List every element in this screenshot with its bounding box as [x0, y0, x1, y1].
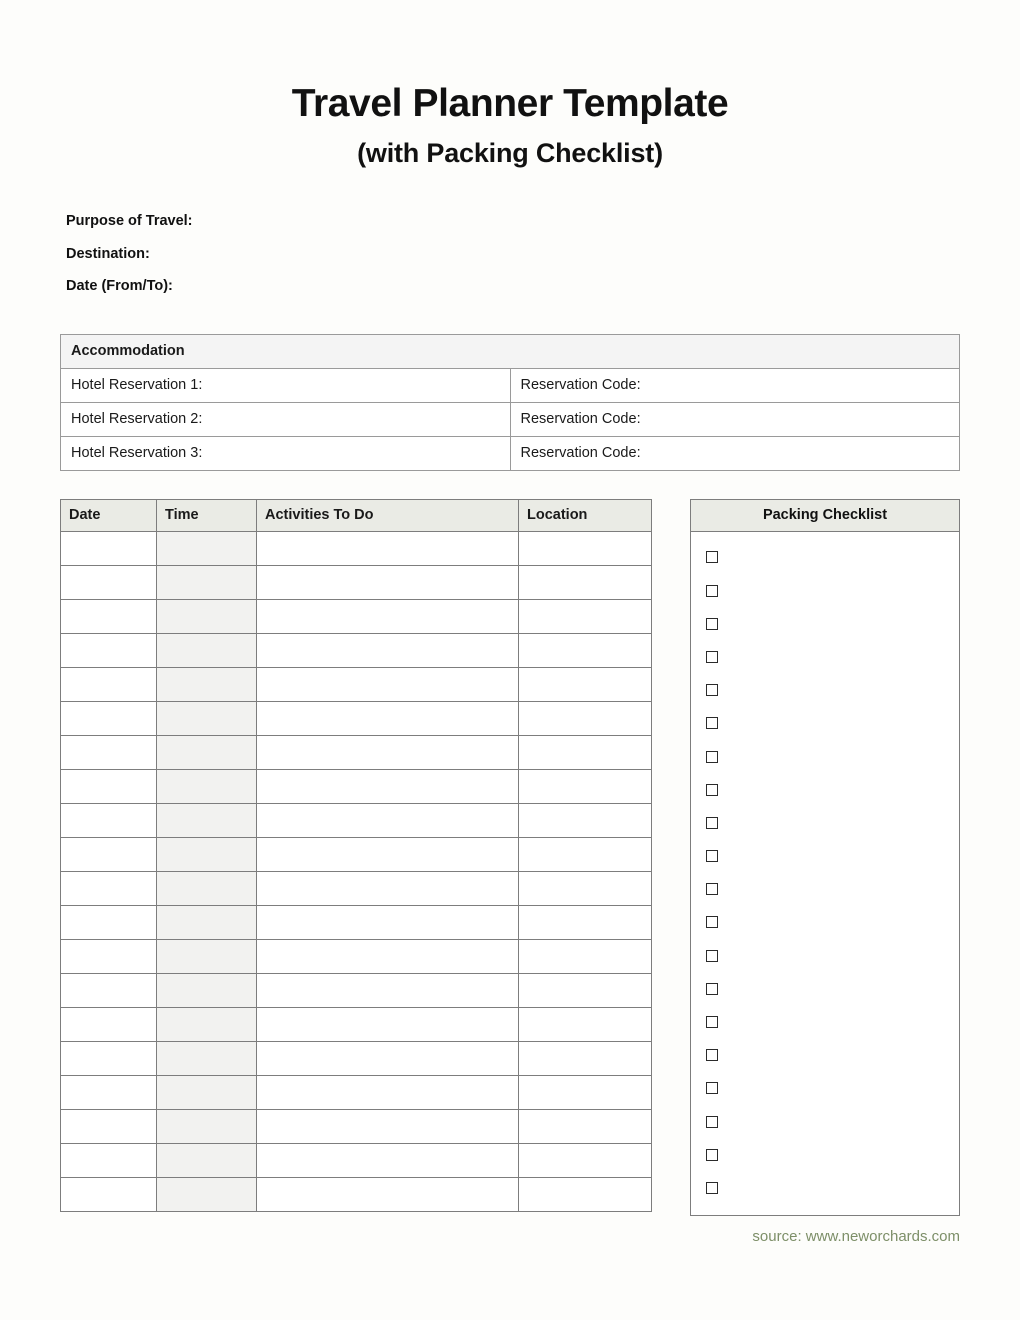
itinerary-cell-location[interactable] [519, 905, 652, 939]
itinerary-cell-activity[interactable] [257, 939, 519, 973]
itinerary-cell-date[interactable] [61, 599, 157, 633]
itinerary-cell-time[interactable] [157, 667, 257, 701]
list-item [691, 873, 959, 906]
itinerary-cell-location[interactable] [519, 1109, 652, 1143]
checkbox-icon[interactable] [706, 883, 718, 895]
list-item [691, 1105, 959, 1138]
checkbox-icon[interactable] [706, 983, 718, 995]
table-row [61, 565, 652, 599]
checkbox-icon[interactable] [706, 850, 718, 862]
itinerary-cell-activity[interactable] [257, 871, 519, 905]
itinerary-cell-time[interactable] [157, 871, 257, 905]
itinerary-cell-date[interactable] [61, 1075, 157, 1109]
itinerary-table [60, 499, 652, 1212]
checkbox-icon[interactable] [706, 1116, 718, 1128]
itinerary-table-body [61, 531, 652, 1211]
itinerary-cell-location[interactable] [519, 667, 652, 701]
itinerary-cell-date[interactable] [61, 531, 157, 565]
itinerary-cell-activity[interactable] [257, 1109, 519, 1143]
itinerary-cell-time[interactable] [157, 633, 257, 667]
itinerary-cell-activity[interactable] [257, 633, 519, 667]
itinerary-cell-activity[interactable] [257, 1041, 519, 1075]
itinerary-cell-activity[interactable] [257, 973, 519, 1007]
itinerary-cell-activity[interactable] [257, 803, 519, 837]
table-row [61, 1109, 652, 1143]
page-subtitle: (with Packing Checklist) [357, 137, 663, 168]
itinerary-cell-time[interactable] [157, 1177, 257, 1211]
table-row [61, 871, 652, 905]
checkbox-icon[interactable] [706, 1016, 718, 1028]
table-row [61, 402, 960, 436]
list-item [691, 773, 959, 806]
itinerary-cell-date[interactable] [61, 803, 157, 837]
list-item [691, 1039, 959, 1072]
packing-checklist-header: Packing Checklist [691, 500, 959, 532]
column-header-activities: Activities To Do [257, 499, 519, 531]
table-row [61, 667, 652, 701]
itinerary-cell-time[interactable] [157, 905, 257, 939]
checkbox-icon[interactable] [706, 1082, 718, 1094]
table-row [61, 1075, 652, 1109]
itinerary-cell-location[interactable] [519, 803, 652, 837]
table-row [61, 599, 652, 633]
field-destination[interactable]: Destination: [66, 245, 150, 262]
itinerary-cell-date[interactable] [61, 701, 157, 735]
itinerary-cell-location[interactable] [519, 531, 652, 565]
checkbox-icon[interactable] [706, 1149, 718, 1161]
checkbox-icon[interactable] [706, 950, 718, 962]
itinerary-cell-location[interactable] [519, 769, 652, 803]
checkbox-icon[interactable] [706, 916, 718, 928]
itinerary-cell-location[interactable] [519, 565, 652, 599]
trip-info-fields [0, 214, 1020, 294]
itinerary-cell-date[interactable] [61, 667, 157, 701]
itinerary-cell-activity[interactable] [257, 769, 519, 803]
checkbox-icon[interactable] [706, 551, 718, 563]
list-item [691, 839, 959, 872]
list-item [691, 541, 959, 574]
list-item [691, 906, 959, 939]
title-block [0, 0, 1020, 167]
table-row [61, 769, 652, 803]
table-row [61, 1177, 652, 1211]
table-row [61, 1143, 652, 1177]
list-item [691, 1171, 959, 1204]
itinerary-cell-date[interactable] [61, 905, 157, 939]
table-row [61, 436, 960, 470]
reservation-code-3-cell[interactable]: Reservation Code: [510, 436, 960, 470]
itinerary-cell-date[interactable] [61, 735, 157, 769]
itinerary-cell-date[interactable] [61, 939, 157, 973]
itinerary-cell-date[interactable] [61, 1143, 157, 1177]
table-row [61, 735, 652, 769]
itinerary-cell-date[interactable] [61, 973, 157, 1007]
itinerary-cell-time[interactable] [157, 973, 257, 1007]
column-header-date: Date [61, 499, 157, 531]
itinerary-cell-activity[interactable] [257, 701, 519, 735]
itinerary-cell-location[interactable] [519, 1143, 652, 1177]
page-title: Travel Planner Template [291, 82, 729, 125]
itinerary-cell-activity[interactable] [257, 565, 519, 599]
itinerary-cell-time[interactable] [157, 1109, 257, 1143]
list-item [691, 806, 959, 839]
table-row [61, 973, 652, 1007]
itinerary-cell-location[interactable] [519, 1177, 652, 1211]
hotel-reservation-3-cell[interactable]: Hotel Reservation 3: [61, 436, 511, 470]
itinerary-cell-location[interactable] [519, 973, 652, 1007]
list-item [691, 740, 959, 773]
table-header-row [61, 334, 960, 368]
itinerary-cell-activity[interactable] [257, 1177, 519, 1211]
itinerary-cell-date[interactable] [61, 565, 157, 599]
checkbox-icon[interactable] [706, 618, 718, 630]
itinerary-cell-activity[interactable] [257, 905, 519, 939]
list-item [691, 707, 959, 740]
itinerary-cell-location[interactable] [519, 1007, 652, 1041]
itinerary-cell-location[interactable] [519, 599, 652, 633]
itinerary-cell-date[interactable] [61, 871, 157, 905]
itinerary-cell-time[interactable] [157, 803, 257, 837]
itinerary-cell-activity[interactable] [257, 1143, 519, 1177]
table-row [61, 939, 652, 973]
itinerary-cell-time[interactable] [157, 939, 257, 973]
field-purpose-of-travel[interactable]: Purpose of Travel: [66, 213, 193, 230]
itinerary-cell-date[interactable] [61, 769, 157, 803]
list-item [691, 1005, 959, 1038]
column-header-time: Time [157, 499, 257, 531]
checkbox-icon[interactable] [706, 717, 718, 729]
packing-checklist-body [691, 532, 959, 1215]
checkbox-icon[interactable] [706, 684, 718, 696]
table-row [61, 905, 652, 939]
itinerary-cell-time[interactable] [157, 1143, 257, 1177]
itinerary-cell-time[interactable] [157, 565, 257, 599]
itinerary-cell-time[interactable] [157, 837, 257, 871]
hotel-reservation-1-cell[interactable]: Hotel Reservation 1: [61, 368, 511, 402]
itinerary-cell-location[interactable] [519, 939, 652, 973]
checkbox-icon[interactable] [706, 1049, 718, 1061]
list-item [691, 939, 959, 972]
checkbox-icon[interactable] [706, 784, 718, 796]
itinerary-cell-location[interactable] [519, 1075, 652, 1109]
accommodation-section [60, 334, 960, 471]
itinerary-and-checklist-area [60, 499, 960, 1216]
itinerary-cell-location[interactable] [519, 701, 652, 735]
itinerary-cell-time[interactable] [157, 735, 257, 769]
source-attribution: source: www.neworchards.com [752, 1227, 960, 1245]
itinerary-cell-activity[interactable] [257, 599, 519, 633]
itinerary-cell-time[interactable] [157, 1075, 257, 1109]
itinerary-cell-activity[interactable] [257, 531, 519, 565]
itinerary-cell-time[interactable] [157, 1041, 257, 1075]
checkbox-icon[interactable] [706, 585, 718, 597]
itinerary-cell-activity[interactable] [257, 1075, 519, 1109]
itinerary-cell-date[interactable] [61, 633, 157, 667]
list-item [691, 574, 959, 607]
itinerary-cell-date[interactable] [61, 1007, 157, 1041]
table-row [61, 531, 652, 565]
accommodation-header-label: Accommodation [61, 334, 960, 368]
itinerary-cell-date[interactable] [61, 1177, 157, 1211]
list-item [691, 1072, 959, 1105]
reservation-code-2-cell[interactable]: Reservation Code: [510, 402, 960, 436]
itinerary-cell-location[interactable] [519, 1041, 652, 1075]
itinerary-cell-location[interactable] [519, 735, 652, 769]
itinerary-cell-time[interactable] [157, 701, 257, 735]
list-item [691, 640, 959, 673]
itinerary-cell-activity[interactable] [257, 735, 519, 769]
checkbox-icon[interactable] [706, 751, 718, 763]
column-header-location: Location [519, 499, 652, 531]
hotel-reservation-2-cell[interactable]: Hotel Reservation 2: [61, 402, 511, 436]
checkbox-icon[interactable] [706, 1182, 718, 1194]
field-date-from-to[interactable]: Date (From/To): [66, 278, 173, 295]
table-row [61, 837, 652, 871]
itinerary-cell-time[interactable] [157, 769, 257, 803]
itinerary-cell-time[interactable] [157, 1007, 257, 1041]
table-header-row [61, 499, 652, 531]
table-row [61, 1041, 652, 1075]
itinerary-cell-activity[interactable] [257, 837, 519, 871]
list-item [691, 1138, 959, 1171]
checkbox-icon[interactable] [706, 817, 718, 829]
itinerary-cell-date[interactable] [61, 1041, 157, 1075]
itinerary-cell-activity[interactable] [257, 667, 519, 701]
table-row [61, 1007, 652, 1041]
checkbox-icon[interactable] [706, 651, 718, 663]
list-item [691, 674, 959, 707]
table-row [61, 803, 652, 837]
table-row [61, 701, 652, 735]
list-item [691, 972, 959, 1005]
itinerary-cell-time[interactable] [157, 531, 257, 565]
itinerary-cell-activity[interactable] [257, 1007, 519, 1041]
accommodation-table [60, 334, 960, 471]
packing-checklist-panel [690, 499, 960, 1216]
itinerary-cell-location[interactable] [519, 871, 652, 905]
itinerary-cell-location[interactable] [519, 837, 652, 871]
itinerary-cell-date[interactable] [61, 1109, 157, 1143]
table-row [61, 633, 652, 667]
itinerary-cell-date[interactable] [61, 837, 157, 871]
table-row [61, 368, 960, 402]
list-item [691, 607, 959, 640]
itinerary-cell-location[interactable] [519, 633, 652, 667]
reservation-code-1-cell[interactable]: Reservation Code: [510, 368, 960, 402]
itinerary-cell-time[interactable] [157, 599, 257, 633]
